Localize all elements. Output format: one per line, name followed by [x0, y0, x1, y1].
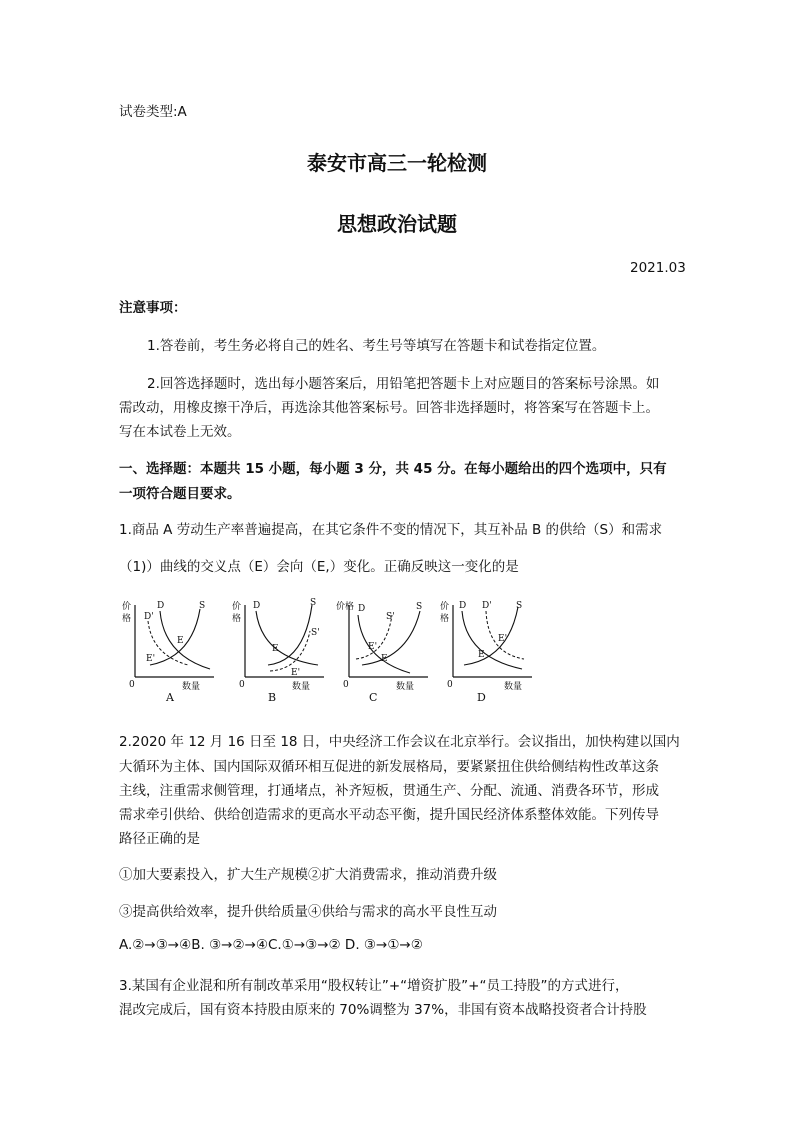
section-heading-cont: 一项符合题目要求。	[119, 486, 241, 502]
notice-item-2-cont: 需改动，用橡皮擦干净后，再选涂其他答案标号。回答非选择题时，将答案写在答题卡上。	[119, 400, 659, 416]
question-2-options-1: ①加大要素投入，扩大生产规模②扩大消费需求，推动消费升级	[119, 867, 497, 883]
graph-b-origin: 0	[239, 680, 245, 690]
graph-c-caption: C	[369, 691, 378, 704]
question-3-line-2: 混改完成后，国有资本持股由原来的 70%调整为 37%，非国有资本战略投资者合计持股	[119, 1002, 647, 1018]
graph-b-label-ep: E'	[291, 668, 301, 678]
question-3-line-1: 3.某国有企业混和所有制改革采用“股权转让”+“增资扩股”+“员工持股”的方式进行，	[119, 978, 629, 994]
graph-d-origin: 0	[447, 680, 453, 690]
graph-d-xlabel: 数量	[504, 682, 523, 692]
graph-d-label-d: D	[459, 601, 467, 611]
graph-b-xlabel: 数量	[292, 682, 311, 692]
question-2-answers: A.②→③→④B. ③→②→④C.①→③→② D. ③→①→②	[119, 937, 423, 953]
graph-a-ylabel1: 价	[122, 602, 132, 612]
graph-a-label-ep: E'	[146, 654, 156, 664]
graph-c-xlabel: 数量	[396, 682, 415, 692]
graph-b-caption: B	[268, 691, 277, 704]
graph-c	[336, 597, 431, 707]
graph-a-caption: A	[166, 691, 174, 704]
question-2-line-5: 路径正确的是	[119, 831, 200, 847]
page-title: 泰安市高三一轮检测	[307, 151, 487, 175]
graph-b-supply-curve	[268, 605, 312, 665]
graph-d-demand-curve	[462, 611, 522, 669]
graph-a-demand-curve	[160, 611, 210, 669]
question-2-options-2: ③提高供给效率，提升供给质量④供给与需求的高水平良性互动	[119, 904, 497, 920]
exam-date: 2021.03	[630, 260, 686, 276]
question-1-text-cont: （1)）曲线的交义点（E）会向（E,）变化。正确反映这一变化的是	[119, 559, 519, 575]
graph-d-supply-curve	[464, 607, 518, 665]
graph-a-origin: 0	[129, 680, 135, 690]
graph-b-ylabel2: 格	[232, 614, 242, 624]
graph-c-label-ep: E'	[368, 642, 378, 652]
notice-item-1: 1.答卷前，考生务必将自己的姓名、考生号等填写在答题卡和试卷指定位置。	[147, 338, 606, 354]
graph-d-label-e: E	[478, 650, 485, 660]
graph-a-supply-curve	[150, 609, 200, 665]
graph-a-xlabel: 数量	[182, 682, 201, 692]
page-subtitle: 思想政治试题	[337, 212, 457, 236]
question-1-text: 1.商品 A 劳动生产率普遍提高，在其它条件不变的情况下，其互补品 B 的供给（S）和需求	[119, 522, 663, 538]
paper-type: 试卷类型:A	[119, 104, 187, 120]
graph-d	[440, 597, 535, 707]
graph-d-label-dp: D'	[482, 601, 492, 611]
graph-b-ylabel1: 价	[232, 602, 242, 612]
graph-b	[232, 597, 327, 707]
graph-c-label-e: E	[381, 654, 388, 664]
graph-c-label-sp: S'	[386, 612, 395, 622]
question-2-line-3: 主线，注重需求侧管理，打通堵点，补齐短板，贯通生产、分配、流通、消费各环节，形成	[119, 783, 659, 799]
graph-a-label-e: E	[177, 636, 184, 646]
graph-a-label-dp: D'	[144, 612, 154, 622]
graph-b-label-d: D	[253, 601, 261, 611]
graph-a-label-d: D	[157, 601, 165, 611]
graph-d-label-ep: E'	[498, 634, 508, 644]
graph-b-demand-curve	[256, 611, 318, 665]
section-heading: 一、选择题：本题共 15 小题，每小题 3 分，共 45 分。在每小题给出的四个选项中，只有	[119, 461, 667, 477]
graph-d-label-s: S	[516, 601, 523, 611]
graph-c-ylabel1: 价格	[336, 602, 355, 612]
graph-b-label-s: S	[310, 598, 317, 608]
graph-d-caption: D	[477, 691, 486, 704]
notice-item-2: 2.回答选择题时，选出每小题答案后，用铅笔把答题卡上对应题目的答案标号涂黑。如	[147, 376, 660, 392]
graph-c-origin: 0	[343, 680, 349, 690]
graph-a	[122, 597, 217, 707]
graph-a-label-s: S	[199, 601, 206, 611]
graph-a-ylabel2: 格	[122, 614, 132, 624]
question-2-line-2: 大循环为主体、国内国际双循环相互促进的新发展格局，要紧紧扭住供给侧结构性改革这条	[119, 759, 659, 775]
graph-b-label-sp: S'	[311, 628, 320, 638]
notice-heading: 注意事项：	[119, 300, 187, 316]
graph-d-ylabel2: 格	[440, 614, 450, 624]
question-2-line-4: 需求牵引供给、供给创造需求的更高水平动态平衡，提升国民经济体系整体效能。下列传导	[119, 807, 659, 823]
graph-b-label-e: E	[272, 644, 279, 654]
graph-d-ylabel1: 价	[440, 602, 450, 612]
graph-c-label-d: D	[358, 604, 366, 614]
question-2-line-1: 2.2020 年 12 月 16 日至 18 日，中央经济工作会议在北京举行。会议指出，加快构建以国内	[119, 734, 680, 750]
notice-item-2-end: 写在本试卷上无效。	[119, 424, 241, 440]
graph-c-label-s: S	[416, 602, 423, 612]
